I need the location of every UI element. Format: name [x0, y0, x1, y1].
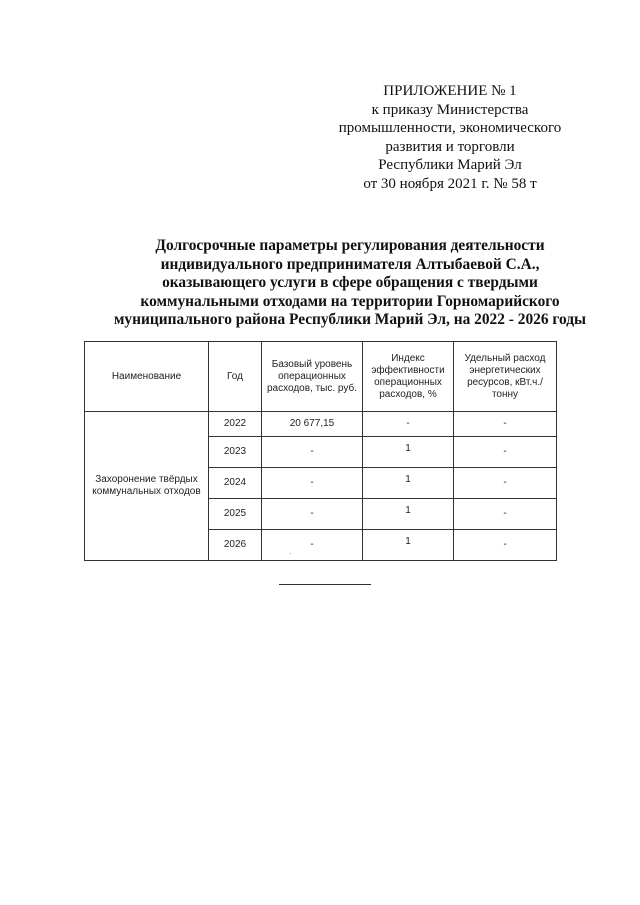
appendix-header — [300, 82, 600, 193]
title-line: муниципального района Республики Марий Эл, на 2022 - 2026 годы — [113, 311, 587, 328]
service-name-cell: Захоронение твёрдых коммунальных отходов — [85, 412, 209, 561]
appendix-title: ПРИЛОЖЕНИЕ № 1 — [383, 83, 517, 99]
energy-consumption-cell: - — [454, 468, 557, 499]
efficiency-index-cell: - — [363, 412, 454, 437]
title-line: Долгосрочные параметры регулирования деятельности — [155, 237, 545, 254]
efficiency-index-cell: 1 — [363, 530, 454, 561]
year-cell: 2023 — [209, 437, 262, 468]
year-cell: 2022 — [209, 412, 262, 437]
base-costs-cell: - — [262, 468, 363, 499]
header-name: Наименование — [85, 342, 209, 412]
base-costs-cell: - — [262, 437, 363, 468]
appendix-line: промышленности, экономического — [338, 120, 562, 136]
table-row — [85, 412, 557, 437]
title-line: коммунальными отходами на территории Горномарийского — [140, 292, 560, 310]
energy-consumption-cell: - — [454, 499, 557, 530]
parameters-table — [84, 341, 557, 561]
base-costs-cell: - — [262, 530, 363, 561]
efficiency-index-cell: 1 — [363, 468, 454, 499]
header-year: Год — [209, 342, 262, 412]
closing-rule — [279, 584, 371, 585]
appendix-line: развития и торговли — [385, 138, 515, 155]
header-base-costs: Базовый уровень операционных расходов, тыс. руб. — [262, 342, 363, 412]
energy-consumption-cell: - — [454, 412, 557, 437]
appendix-line: к приказу Министерства — [371, 101, 529, 118]
energy-consumption-cell: - — [454, 530, 557, 561]
year-cell: 2024 — [209, 468, 262, 499]
efficiency-index-cell: 1 — [363, 437, 454, 468]
appendix-line: Республики Марий Эл — [378, 157, 522, 173]
appendix-date-line: от 30 ноября 2021 г. № 58 т — [363, 175, 537, 192]
efficiency-index-cell: 1 — [363, 499, 454, 530]
energy-consumption-cell: - — [454, 437, 557, 468]
document-title — [70, 237, 630, 330]
year-cell: 2026 — [209, 530, 262, 561]
base-costs-cell: 20 677,15 — [262, 412, 363, 437]
header-efficiency-index: Индекс эффективности операционных расходов, % — [363, 342, 454, 412]
year-cell: 2025 — [209, 499, 262, 530]
title-line: индивидуального предпринимателя Алтыбаевой С.А., — [160, 255, 540, 273]
scan-speck — [290, 553, 291, 554]
header-energy-consumption: Удельный расход энергетических ресурсов, кВт.ч./тонну — [454, 342, 557, 412]
base-costs-cell: - — [262, 499, 363, 530]
title-line: оказывающего услуги в сфере обращения с твердыми — [162, 274, 538, 291]
table-header-row — [85, 342, 557, 412]
